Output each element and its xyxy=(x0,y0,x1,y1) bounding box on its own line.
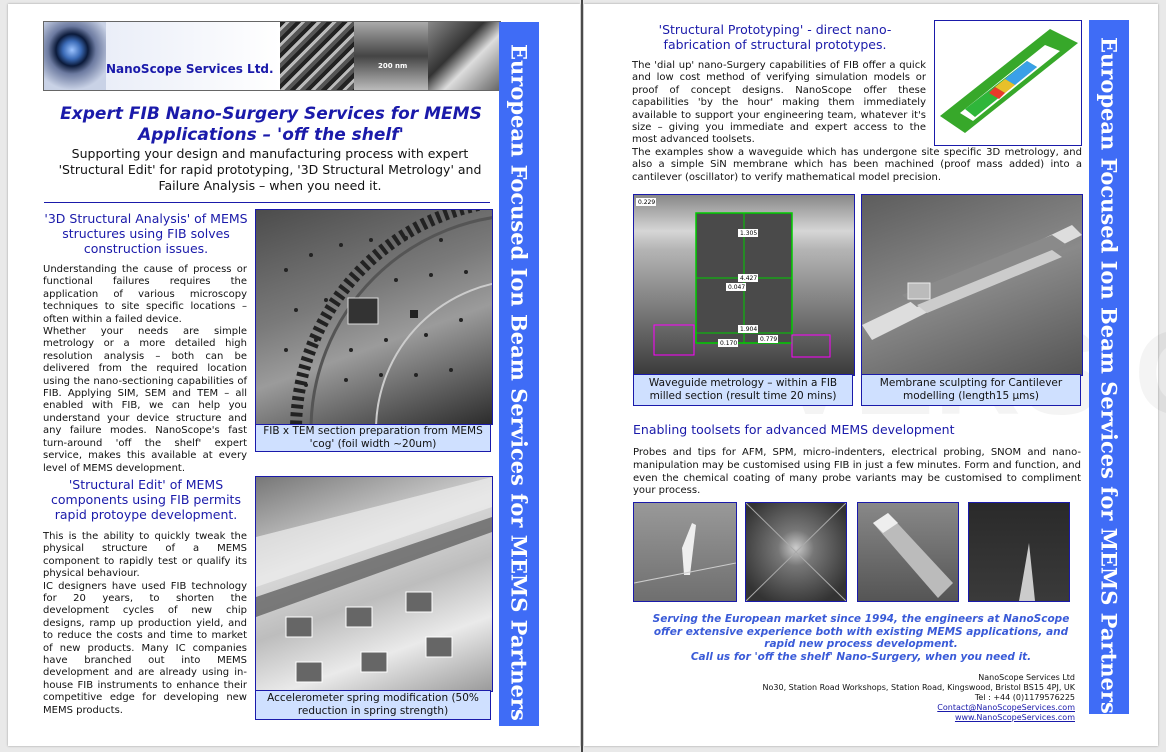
page-divider xyxy=(581,0,583,752)
serving-statement xyxy=(638,613,1084,663)
website-link[interactable]: www.NanoScopeServices.com xyxy=(954,713,1075,722)
section1-heading: '3D Structural Analysis' of MEMS structures using FIB solves construction issues. xyxy=(44,211,248,256)
probe-photo-1 xyxy=(633,502,737,602)
measure-label-2: 1.305 xyxy=(740,230,758,237)
proto-body2: The examples show a waveguide which has undergone site specific 3D metrology, and also a simple SiN membrane which has been machined (proof mass added) into a cantilever (oscillator) to verify mathematical model precision. xyxy=(632,147,1082,183)
proto-body1: The 'dial up' nano-Surgery capabilities of FIB offer a quick and low cost method of verifying simulation models or proof of concept designs. NanoScope offer these capabilities 'by the hour' making them immediately available to support your engineering team, whatever it's size – giving you immediate and expert access to the most advanced toolsets. xyxy=(632,60,926,146)
measure-label-1: 0.229 xyxy=(638,199,656,206)
prototype-model-illustration xyxy=(935,21,1081,145)
waveguide-caption xyxy=(633,374,853,406)
title-rule xyxy=(44,202,490,203)
street-address: No30, Station Road Workshops, Station Road, Kingswood, Bristol BS15 4PJ, UK xyxy=(762,683,1075,692)
section1-body xyxy=(43,264,247,475)
membrane-illustration xyxy=(862,195,1082,375)
probe-photo-4 xyxy=(968,502,1070,602)
left-page xyxy=(8,4,580,746)
telephone: Tel : +44 (0)1179576225 xyxy=(974,693,1075,702)
section2-para2: IC designers have used FIB technology for 20 years, to shorten the development cycles of new chip designs, ramp up production yield, and to reduce the costs and time to market of new products. Many IC companies have branched out into MEMS development and are already using in-house FIB instruments to enhance their competitive edge for developing new MEMS products. xyxy=(43,580,247,716)
accelerometer-illustration xyxy=(256,477,492,691)
cog-photo xyxy=(255,209,493,425)
accelerometer-photo xyxy=(255,476,493,692)
probe-photo-2 xyxy=(745,502,847,602)
logo-panel xyxy=(106,22,280,90)
sem-strip-1 xyxy=(280,22,354,90)
section2-body xyxy=(43,531,247,717)
sem-strip-2 xyxy=(354,22,428,90)
accelerometer-caption-text: Accelerometer spring modification (50% reduction in spring strength) xyxy=(267,692,479,717)
tools-body: Probes and tips for AFM, SPM, micro-indenters, electrical probing, SNOM and nano-manipulation may be customised using FIB in just a few minutes. Form and function, and even the chemical coating of many probe variants may be customised to compliment your process. xyxy=(633,447,1081,497)
probe-photo-3 xyxy=(857,502,959,602)
cog-illustration xyxy=(256,210,492,424)
side-banner-right xyxy=(1089,20,1129,714)
section2-para1: This is the ability to quickly tweak the physical structure of a MEMS component to rapidly test or qualify its physical behaviour. xyxy=(43,531,247,580)
measure-label-5: 1.904 xyxy=(740,326,758,333)
membrane-caption-text: Membrane sculpting for Cantilever modelling (length15 μms) xyxy=(879,377,1063,402)
logo-text: NanoScope Services Ltd. xyxy=(106,62,274,76)
page-title: Expert FIB Nano-Surgery Services for MEMS Applications – 'off the shelf' xyxy=(60,104,482,145)
eye-photo xyxy=(44,22,106,90)
company-name: NanoScope Services Ltd xyxy=(978,673,1075,682)
waveguide-caption-text: Waveguide metrology – within a FIB milled section (result time 20 mins) xyxy=(648,377,838,402)
cog-caption xyxy=(255,424,491,452)
header-banner xyxy=(43,21,501,91)
prototype-model-photo xyxy=(934,20,1082,146)
proto-heading: 'Structural Prototyping' - direct nano-fabrication of structural prototypes. xyxy=(658,22,892,52)
measure-label-3: 4.427 xyxy=(740,275,758,282)
side-banner-right-text: European Focused Ion Beam Services for MEMS Partners xyxy=(1096,37,1122,714)
side-banner-left xyxy=(499,22,539,726)
accelerometer-caption xyxy=(255,690,491,720)
scale-label: 200 nm xyxy=(378,62,408,70)
measure-label-6: 0.779 xyxy=(760,336,778,343)
email-link[interactable]: Contact@NanoScopeServices.com xyxy=(937,703,1075,712)
cog-caption-text: FIB x TEM section preparation from MEMS 'cog' (foil width ~20um) xyxy=(263,425,483,450)
tools-heading: Enabling toolsets for advanced MEMS development xyxy=(633,422,955,437)
waveguide-illustration xyxy=(634,195,854,375)
membrane-photo xyxy=(861,194,1083,376)
section1-para2: Whether your needs are simple metrology or a more detailed high resolution analysis – both can be delivered from the required location using the nano-sectioning capabilities of FIB. Applying SIM, SEM and TEM – all enabled with FIB, we can help you understand your device structure and any failure modes. NanoScope's fast turn-around 'off the shelf' expert service, makes this available at every level of MEMS development. xyxy=(43,326,247,474)
membrane-caption xyxy=(861,374,1081,406)
section1-para1: Understanding the cause of process or functional failures requires the application of various microscopy techniques to site specific locations – often within a failed device. xyxy=(43,264,247,325)
measure-label-7: 0.170 xyxy=(720,340,738,347)
measure-label-4: 0.047 xyxy=(728,284,746,291)
section2-heading: 'Structural Edit' of MEMS components using FIB permits rapid protoype development. xyxy=(51,477,241,522)
intro-text: Supporting your design and manufacturing process with expert 'Structural Edit' for rapid prototyping, '3D Structural Metrology' and Failure Analysis – when you need it. xyxy=(58,146,482,193)
contact-address xyxy=(734,673,1075,723)
right-page xyxy=(584,4,1158,746)
serving-line2: Call us for 'off the shelf' Nano-Surgery, when you need it. xyxy=(690,650,1032,663)
sem-strip-3 xyxy=(428,22,500,90)
serving-line1: Serving the European market since 1994, the engineers at NanoScope offer extensive experience both with existing MEMS applications, and rapid new process development. xyxy=(652,613,1070,650)
side-banner-left-text: European Focused Ion Beam Services for MEMS Partners xyxy=(506,44,532,721)
waveguide-photo xyxy=(633,194,855,376)
